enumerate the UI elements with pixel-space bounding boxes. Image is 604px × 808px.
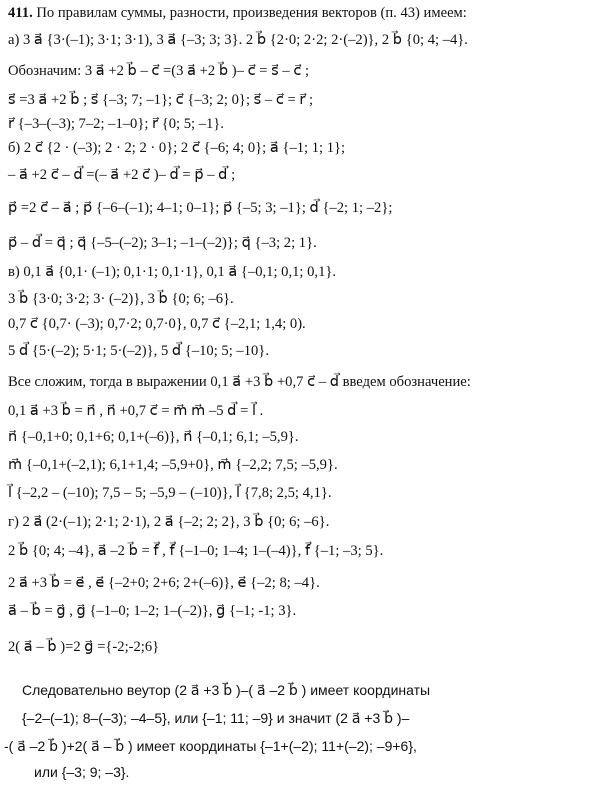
text-line-22: a⃗ – b⃗ = g⃗ , g⃗ {–1–0; 1–2; 1–(–2)}, g⃗ {–1; -1; 3}.	[8, 603, 297, 619]
text-line-6: б) 2 c⃗ {2 · (–3); 2 · 2; 2 · 0}; 2 c⃗ {–6; 4; 0}; a⃗ {–1; 1; 1};	[8, 140, 346, 156]
text-line-27: или {–3; 9; –3}.	[34, 764, 130, 780]
text-line-16: n⃗ {–0,1+0; 0,1+6; 0,1+(–6)}, n⃗ {–0,1; 6,1; –5,9}.	[8, 429, 299, 445]
text-line-20: 2 b⃗ {0; 4; –4}, a⃗ –2 b⃗ = f⃗ , f⃗ {–1–0; 1–4; 1–(–4)}, f⃗ {–1; –3; 5}.	[8, 543, 384, 559]
text-line-23: 2( a⃗ – b⃗ )=2 g⃗ ={-2;-2;6}	[8, 639, 160, 655]
text-line-14: Все сложим, тогда в выражении 0,1 a⃗ +3 b⃗ +0,7 c⃗ – d⃗ введем обозначение:	[8, 374, 471, 390]
text-line-15: 0,1 a⃗ +3 b⃗ = n⃗ , n⃗ +0,7 c⃗ = m⃗ m⃗ –5 d⃗ = l⃗ .	[8, 403, 264, 419]
text-line-12: 0,7 c⃗ {0,7· (–3); 0,7·2; 0,7·0}, 0,7 c⃗ {–2,1; 1,4; 0).	[8, 316, 306, 332]
text-line-5: r⃗ {–3–(–3); 7–2; –1–0}; r⃗ {0; 5; –1}.	[8, 116, 224, 132]
text-line-18: l⃗ {–2,2 – (–10); 7,5 – 5; –5,9 – (–10)}, l⃗ {7,8; 2,5; 4,1}.	[8, 485, 332, 501]
text-line-1: 411. По правилам суммы, разности, произведения векторов (п. 43) имеем:	[8, 5, 467, 21]
text-line-13: 5 d⃗ {5·(–2); 5·1; 5·(–2)}, 5 d⃗ {–10; 5; –10}.	[8, 343, 269, 359]
text-line-2: а) 3 a⃗ {3·(–1); 3·1; 3·1), 3 a⃗ {–3; 3; 3}. 2 b⃗ {2·0; 2·2; 2·(–2)}, 2 b⃗ {0; 4; –4}.	[8, 32, 468, 48]
text-line-8: p⃗ =2 c⃗ – a⃗ ; p⃗ {–6–(–1); 4–1; 0–1}; p⃗ {–5; 3; –1}; d⃗ {–2; 1; –2};	[8, 200, 393, 216]
text-line-11: 3 b⃗ {3·0; 3·2; 3· (–2)}, 3 b⃗ {0; 6; –6}.	[8, 291, 234, 307]
text-line-7: – a⃗ +2 c⃗ – d⃗ =(– a⃗ +2 c⃗ )– d⃗ = p⃗ – d⃗ ;	[8, 167, 236, 183]
text-line-25: {–2–(–1); 8–(–3); –4–5}, или {–1; 11; –9} и значит (2 a⃗ +3 b⃗ )–	[22, 710, 410, 726]
text-line-4: s⃗ =3 a⃗ +2 b⃗ ; s⃗ {–3; 7; –1}; c⃗ {–3; 2; 0}; s⃗ – c⃗ = r⃗ ;	[8, 92, 314, 108]
text-line-9: p⃗ – d⃗ = q⃗ ; q⃗ {–5–(–2); 3–1; –1–(–2)}; q⃗ {–3; 2; 1}.	[8, 235, 317, 251]
text-line-19: г) 2 a⃗ (2·(–1); 2·1; 2·1), 2 a⃗ {–2; 2; 2}, 3 b⃗ {0; 6; –6}.	[8, 514, 330, 530]
text-line-26: -( a⃗ –2 b⃗ )+2( a⃗ – b⃗ ) имеет координаты {–1+(–2); 11+(–2); –9+6},	[4, 738, 417, 754]
problem-number: 411.	[8, 5, 33, 21]
text-line-21: 2 a⃗ +3 b⃗ = e⃗ , e⃗ {–2+0; 2+6; 2+(–6)}, e⃗ {–2; 8; –4}.	[8, 575, 320, 591]
text-line-3: Обозначим: 3 a⃗ +2 b⃗ – c⃗ =(3 a⃗ +2 b⃗ )– c⃗ = s⃗ – c⃗ ;	[8, 63, 310, 79]
text-line-10: в) 0,1 a⃗ {0,1· (–1); 0,1·1; 0,1·1}, 0,1 a⃗ {–0,1; 0,1; 0,1}.	[8, 264, 337, 280]
text-line-17: m⃗ {–0,1+(–2,1); 6,1+1,4; –5,9+0}, m⃗ {–2,2; 7,5; –5,9}.	[8, 457, 338, 473]
text-line-24: Следовательно веутор (2 a⃗ +3 b⃗ )–( a⃗ –2 b⃗ ) имеет координаты	[22, 682, 431, 698]
